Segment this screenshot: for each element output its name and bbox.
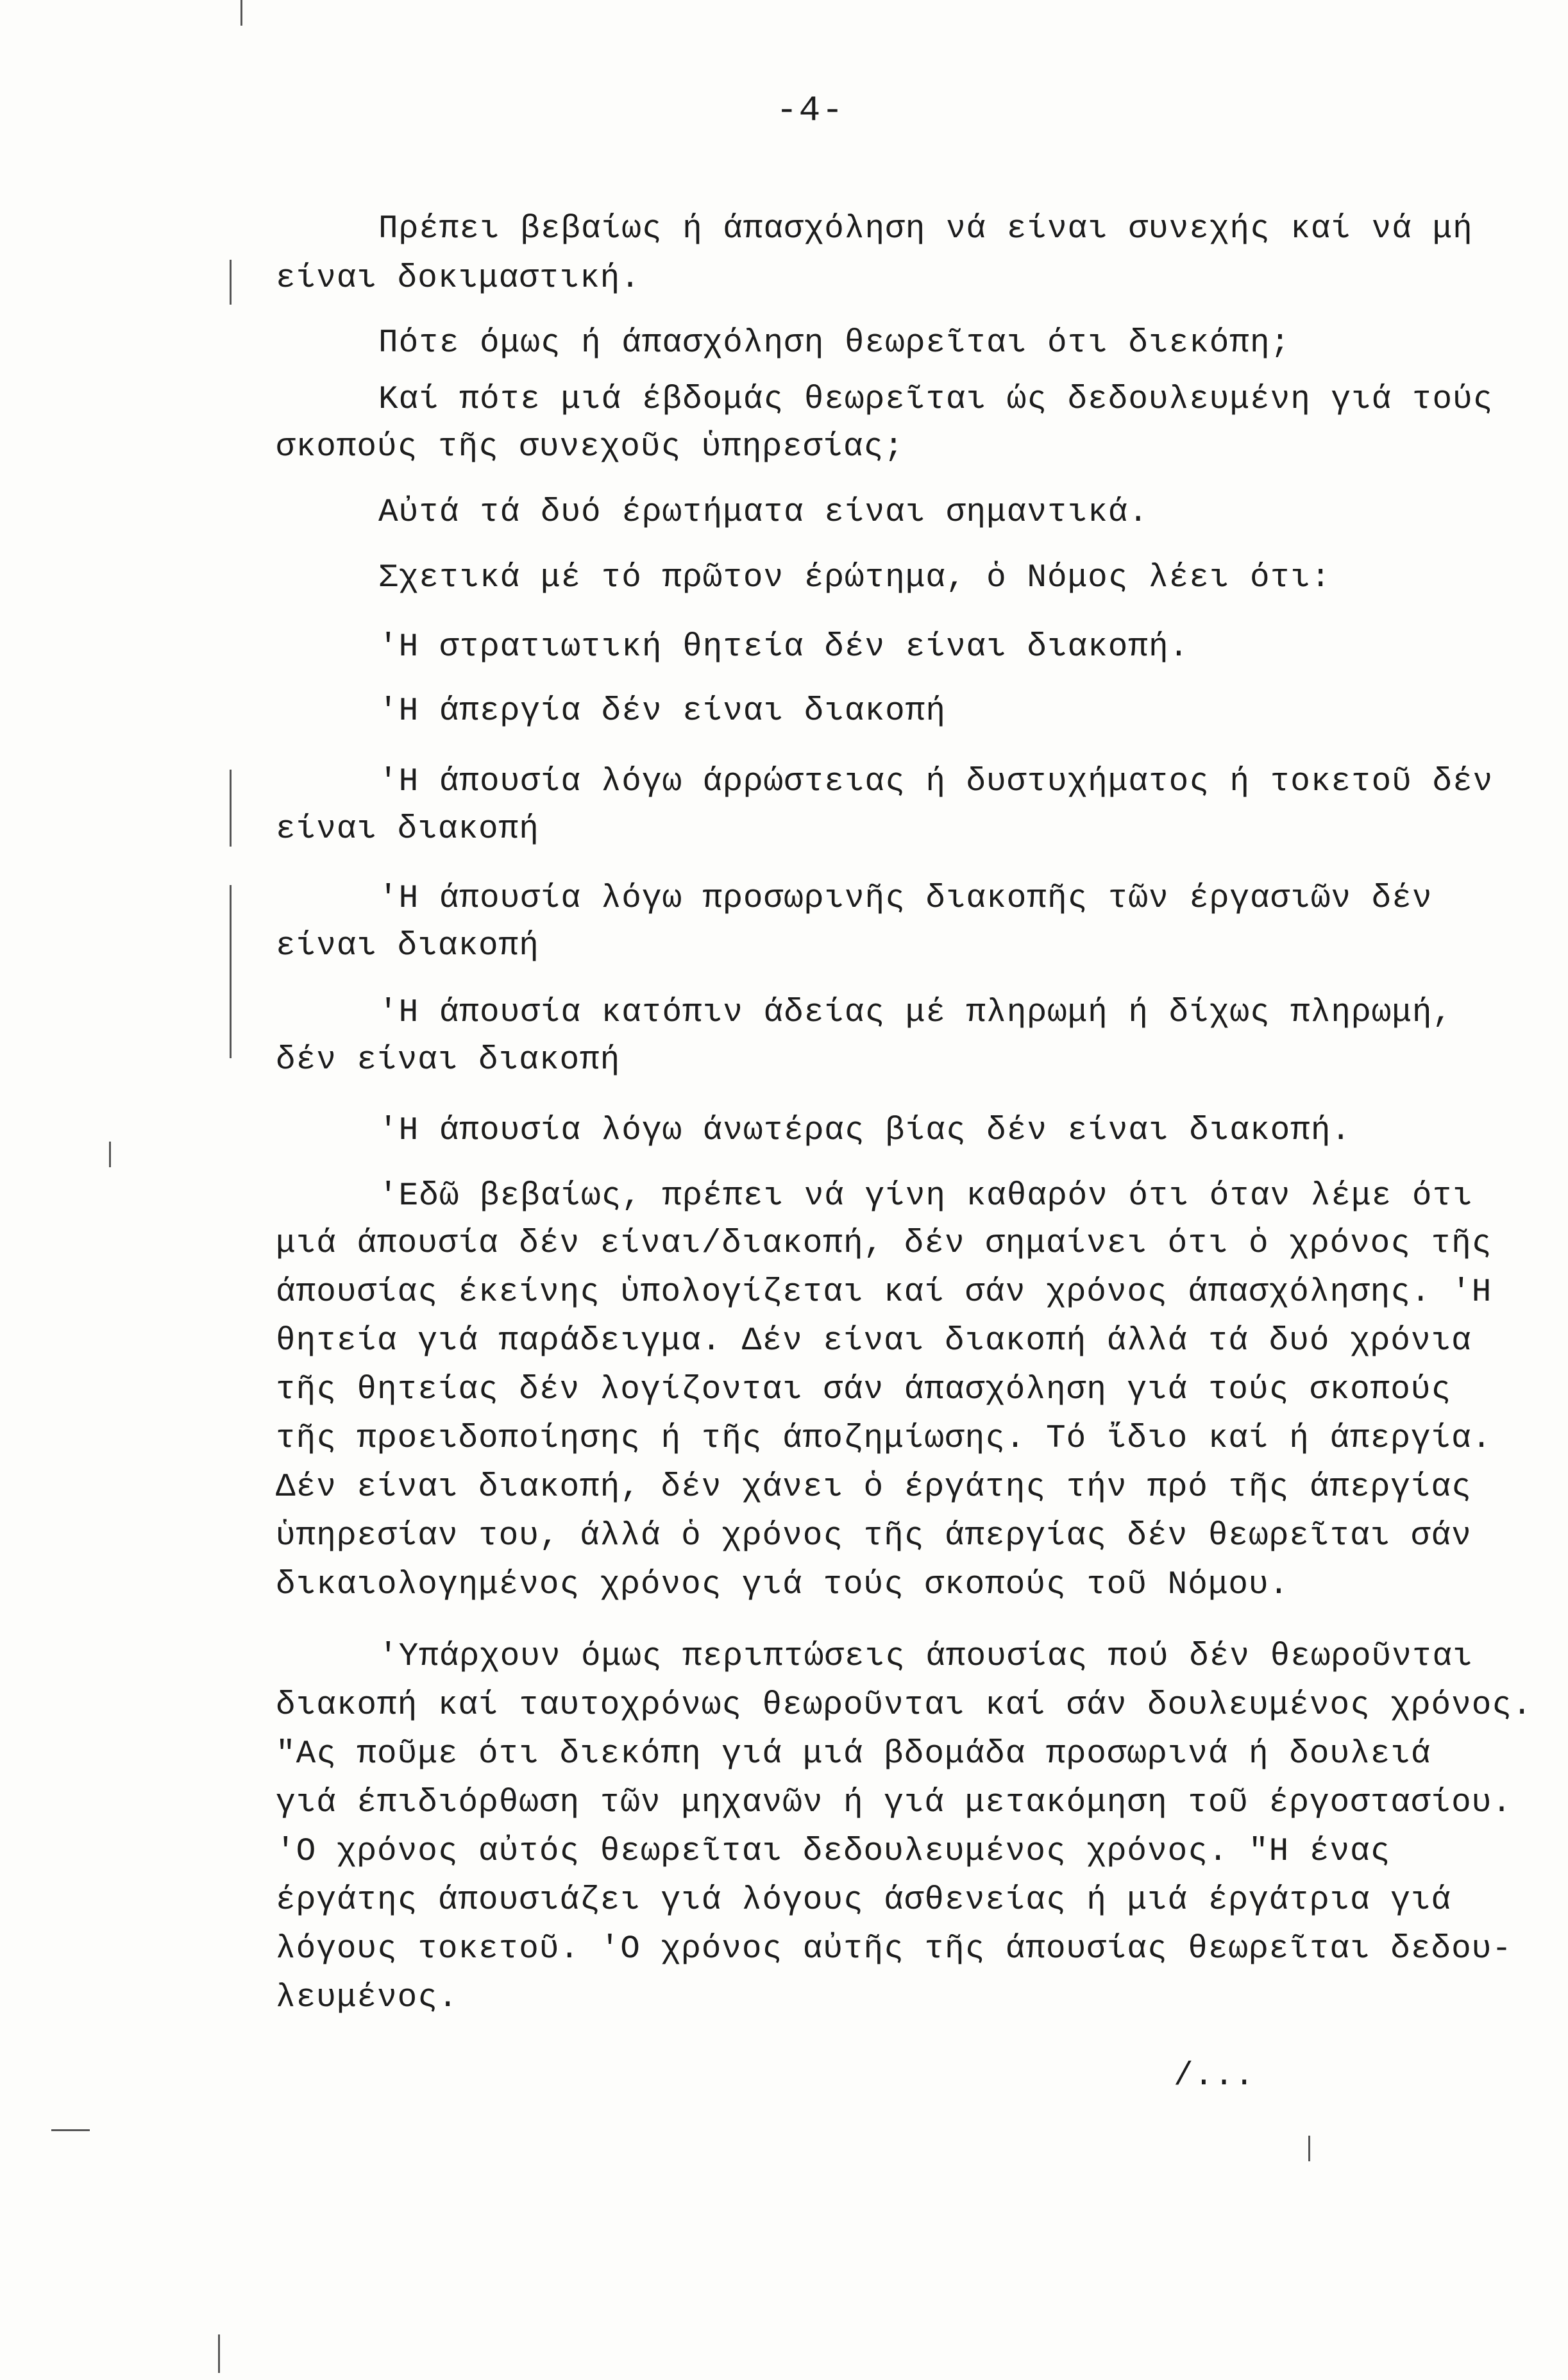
text-line: Πότε όμως ή άπασχόληση θεωρεῖται ότι διεκόπη;: [378, 325, 1291, 362]
text-line: 'Η άπεργία δέν είναι διακοπή: [378, 693, 946, 730]
text-line: 'Η άπουσία λόγω άνωτέρας βίας δέν είναι διακοπή.: [378, 1113, 1352, 1149]
text-line: τῆς προειδοποίησης ή τῆς άποζημίωσης. Τό ἴδιο καί ή άπεργία.: [276, 1421, 1492, 1457]
text-line: γιά έπιδιόρθωση τῶν μηχανῶν ή γιά μετακόμηση τοῦ έργοστασίου.: [276, 1785, 1512, 1821]
scan-mark: [1308, 2136, 1310, 2161]
scan-mark: [230, 770, 232, 847]
text-line: Αὐτά τά δυό έρωτήματα είναι σημαντικά.: [378, 494, 1149, 531]
text-line: δέν είναι διακοπή: [276, 1042, 621, 1079]
text-line: Δέν είναι διακοπή, δέν χάνει ὁ έργάτης τήν πρό τῆς άπεργίας: [276, 1469, 1472, 1506]
text-line: 'Η άπουσία λόγω προσωρινῆς διακοπῆς τῶν έργασιῶν δέν: [378, 881, 1433, 917]
text-line: 'Υπάρχουν όμως περιπτώσεις άπουσίας πού δέν θεωροῦνται: [378, 1639, 1473, 1675]
text-line: μιά άπουσία δέν είναι/διακοπή, δέν σημαίνει ότι ὁ χρόνος τῆς: [276, 1226, 1492, 1262]
text-line: διακοπή καί ταυτοχρόνως θεωροῦνται καί σάν δουλευμένος χρόνος.: [276, 1687, 1533, 1724]
text-line: ὑπηρεσίαν του, άλλά ὁ χρόνος τῆς άπεργίας δέν θεωρεῖται σάν: [276, 1518, 1472, 1555]
text-line: θητεία γιά παράδειγμα. Δέν είναι διακοπή άλλά τά δυό χρόνια: [276, 1323, 1472, 1360]
scan-mark: [230, 885, 232, 1058]
text-line: Καί πότε μιά έβδομάς θεωρεῖται ώς δεδουλευμένη γιά τούς: [378, 382, 1494, 418]
scan-mark: [240, 0, 242, 26]
text-line: άπουσίας έκείνης ὑπολογίζεται καί σάν χρόνος άπασχόλησης. 'Η: [276, 1274, 1492, 1311]
text-line: 'Η άπουσία λόγω άρρώστειας ή δυστυχήματος ή τοκετοῦ δέν: [378, 764, 1494, 800]
text-line: είναι διακοπή: [276, 811, 539, 848]
text-line: Σχετικά μέ τό πρῶτον έρώτημα, ὁ Νόμος λέει ότι:: [378, 560, 1331, 596]
text-line: 'Η άπουσία κατόπιν άδείας μέ πληρωμή ή δίχως πληρωμή,: [378, 995, 1453, 1031]
text-line: δικαιολογημένος χρόνος γιά τούς σκοπούς τοῦ Νόμου.: [276, 1567, 1290, 1603]
text-line: λευμένος.: [276, 1980, 459, 2016]
text-line: λόγους τοκετοῦ. 'Ο χρόνος αὐτῆς τῆς άπουσίας θεωρεῖται δεδου-: [276, 1931, 1512, 1968]
continuation-mark: /...: [1174, 2058, 1255, 2095]
text-line: 'Η στρατιωτική θητεία δέν είναι διακοπή.: [378, 629, 1190, 666]
text-line: σκοπούς τῆς συνεχοῦς ὑπηρεσίας;: [276, 429, 904, 466]
text-line: 'Ο χρόνος αὐτός θεωρεῖται δεδουλευμένος χρόνος. "Η ένας: [276, 1834, 1391, 1870]
text-line: "Ας ποῦμε ότι διεκόπη γιά μιά βδομάδα προσωρινά ή δουλειά: [276, 1736, 1431, 1773]
text-line: έργάτης άπουσιάζει γιά λόγους άσθενείας ή μιά έργάτρια γιά: [276, 1882, 1452, 1919]
scan-mark: [230, 260, 232, 305]
scan-mark: [218, 2334, 220, 2373]
text-line: 'Εδῶ βεβαίως, πρέπει νά γίνη καθαρόν ότι όταν λέμε ότι: [378, 1178, 1473, 1215]
text-line: είναι δοκιμαστική.: [276, 260, 641, 297]
scan-mark: [109, 1142, 111, 1167]
text-line: τῆς θητείας δέν λογίζονται σάν άπασχόληση γιά τούς σκοπούς: [276, 1372, 1452, 1408]
text-line: είναι διακοπή: [276, 928, 539, 965]
page-number: -4-: [776, 90, 845, 131]
text-line: Πρέπει βεβαίως ή άπασχόληση νά είναι συνεχής καί νά μή: [378, 211, 1473, 248]
scan-mark: [51, 2129, 90, 2131]
